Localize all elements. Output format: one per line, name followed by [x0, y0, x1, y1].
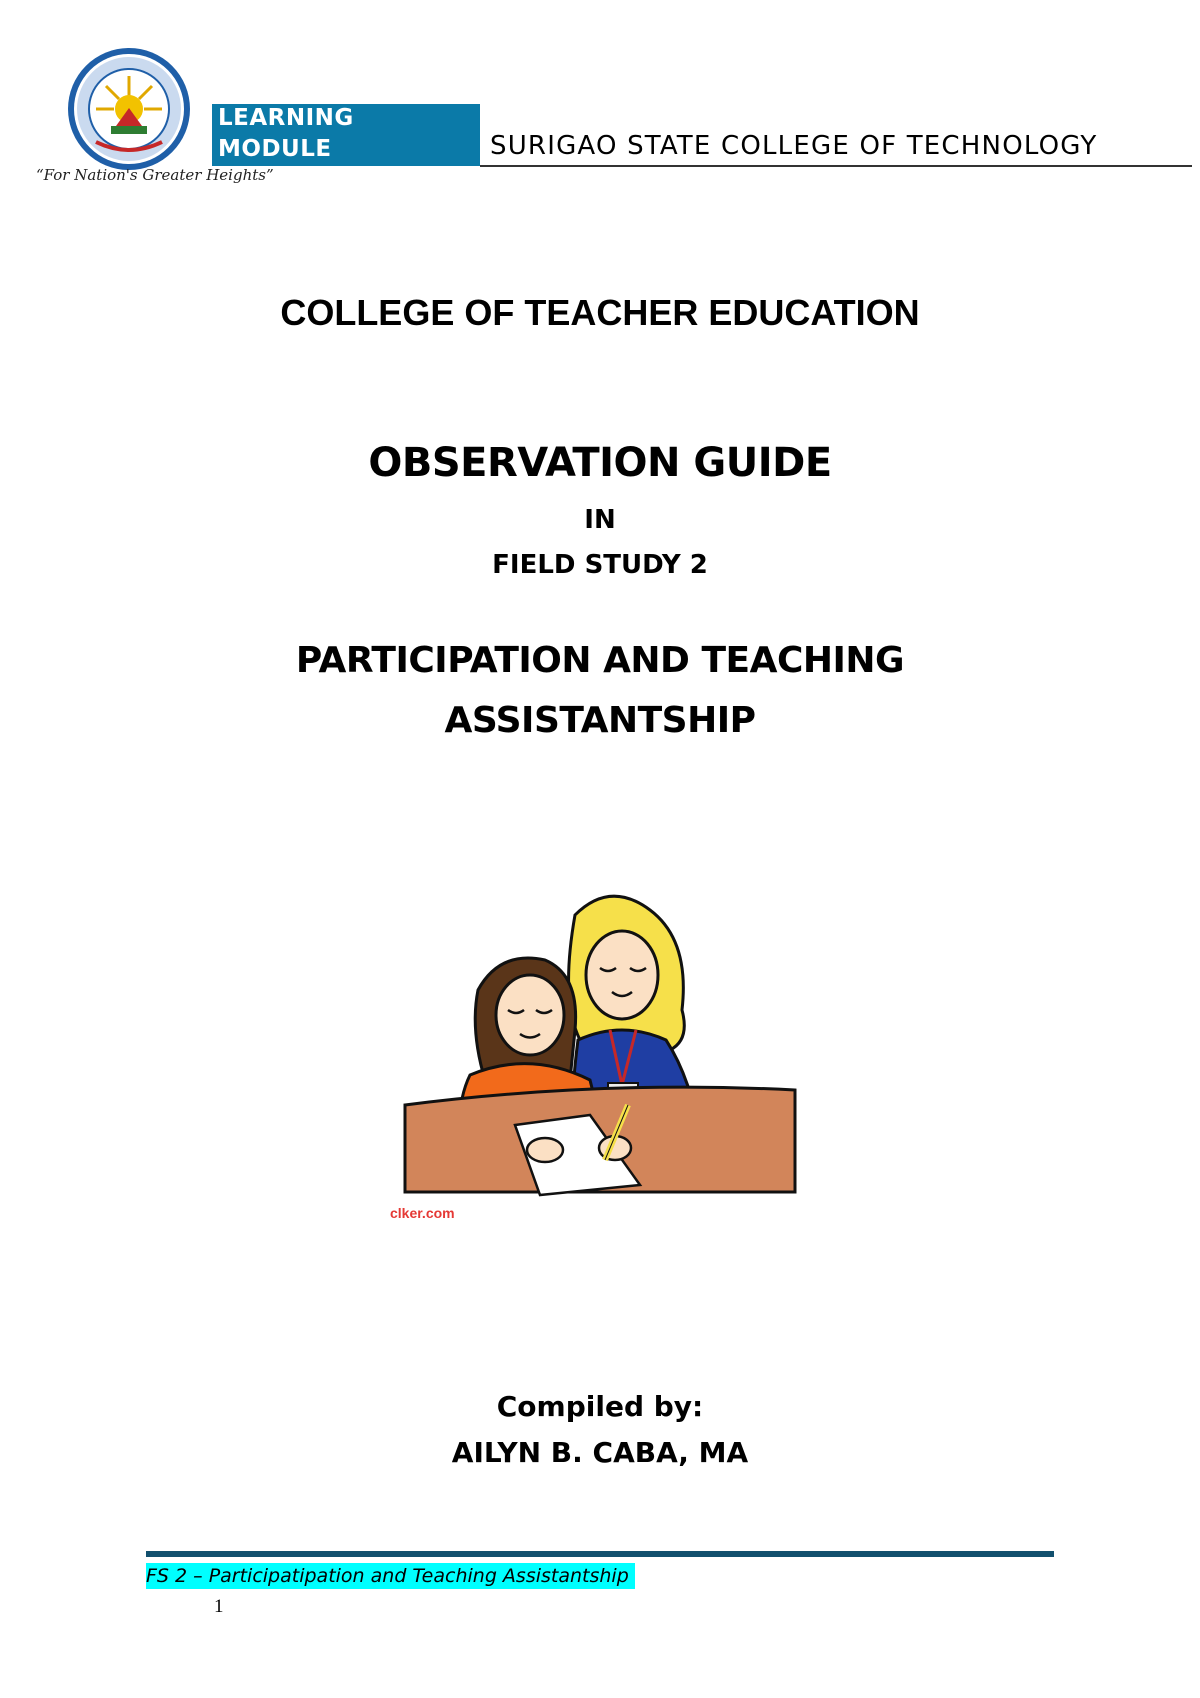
header-divider — [480, 165, 1192, 167]
badge-line-2: MODULE — [218, 136, 332, 162]
compiler-name: AILYN B. CABA, MA — [451, 1436, 749, 1469]
title-connector: IN — [584, 505, 616, 535]
institution-name: SURIGAO STATE COLLEGE OF TECHNOLOGY — [490, 131, 1098, 161]
teacher-assisting-student-illustration — [390, 880, 800, 1280]
college-seal-icon — [66, 46, 192, 172]
footer-divider — [146, 1551, 1054, 1557]
subtitle-line-1: PARTICIPATION AND TEACHING — [295, 640, 905, 681]
document-title: OBSERVATION GUIDE — [368, 440, 832, 486]
college-motto: “For Nation's Greater Heights” — [36, 166, 274, 184]
department-title: COLLEGE OF TEACHER EDUCATION — [280, 292, 920, 333]
badge-line-1: LEARNING — [218, 105, 354, 131]
clipart-watermark: clker.com — [390, 1205, 455, 1221]
learning-module-label — [218, 103, 398, 165]
subtitle-line-2: ASSISTANTSHIP — [444, 700, 756, 741]
page-number: 1 — [214, 1596, 224, 1617]
compiled-by-label: Compiled by: — [496, 1390, 704, 1423]
course-title: FIELD STUDY 2 — [492, 550, 708, 580]
footer-running-title: FS 2 – Participatipation and Teaching Assistantship — [146, 1563, 635, 1589]
